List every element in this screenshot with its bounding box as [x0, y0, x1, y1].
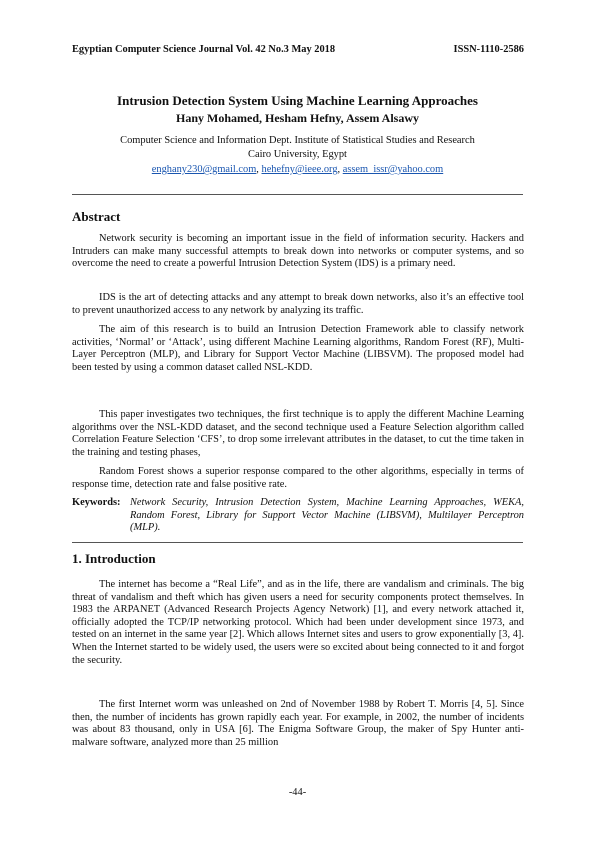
keywords-text: Network Security, Intrusion Detection System, Machine Learning Approaches, WEKA, Random Forest, Library for Support Vector Machine (LIBSVM), Multilayer Perceptron (MLP).	[130, 497, 524, 534]
email-separator-2: ,	[337, 164, 343, 175]
abstract-paragraph-3: The aim of this research is to build an Intrusion Detection Framework able to classify network activities, ‘Normal’ or ‘Attack’, using different Machine Learning algorithms, Random Forest (RF), Multi-Layer Perceptron (MLP), and Library for Support Vector Machine (LIBSVM). The proposed model had been tested by using a common dataset called NSL-KDD.	[72, 324, 524, 373]
affiliation-line-2: Cairo University, Egypt	[248, 149, 347, 160]
abstract-paragraph-5: Random Forest shows a superior response compared to the other algorithms, especially in terms of response time, detection rate and false positive rate.	[72, 466, 524, 490]
introduction-paragraph-1: The internet has become a “Real Life”, and as in the life, there are vandalism and criminals. The big threat of vandalism and theft which has given users a need for security components protect themselves. In 1983 the ARPANET (Advanced Research Projects Agency Network) [1], and every network attached it, officially adopted the TCP/IP networking protocol. Which had been under development since 1973, and tested on an internet in the same year [2]. Which allows Internet sites and users to grow exponentially [3, 4]. When the Internet started to be widely used, the users were so excited about being connected to it and forgot the security.	[72, 579, 524, 666]
introduction-paragraph-2: The first Internet worm was unleashed on 2nd of November 1988 by Robert T. Morris [4, 5]. Since then, the number of incidents has grown rapidly each year. For example, in 2002, the number of incidents was about 83 thousand, only in USA [6]. The Enigma Software Group, the maker of Spy Hunter anti-malware software, analyzed more than 25 million	[72, 699, 524, 748]
abstract-paragraph-4: This paper investigates two techniques, the first technique is to apply the different Machine Learning algorithms over the NSL-KDD dataset, and the second technique used a Feature Selection algorithm called Correlation Feature Selection ‘CFS’, to drop some irrelevant attributes in the dataset, to cut the time taken in the training and testing phases,	[72, 409, 524, 458]
abstract-heading: Abstract	[72, 209, 121, 224]
journal-header: Egyptian Computer Science Journal Vol. 42 No.3 May 2018	[72, 44, 336, 55]
abstract-paragraph-2: IDS is the art of detecting attacks and any attempt to break down networks, also it’s an effective tool to prevent unauthorized access to any network by analyzing its traffic.	[72, 292, 524, 316]
paper-title: Intrusion Detection System Using Machine Learning Approaches	[117, 93, 478, 108]
abstract-paragraph-1: Network security is becoming an important issue in the field of information security. Hackers and Intruders can make many successful attempts to break down into networks or computer systems, and so overcome the need to create a powerful Intrusion Detection System (IDS) is a primary need.	[72, 233, 524, 270]
divider-bottom	[72, 542, 523, 543]
page-number: -44-	[288, 787, 307, 798]
email-link-1[interactable]: enghany230@gmail.com	[151, 164, 257, 175]
keywords-label: Keywords:	[72, 497, 121, 508]
email-separator-1: ,	[256, 164, 262, 175]
divider-top	[72, 194, 523, 195]
affiliation-line-1: Computer Science and Information Dept. Institute of Statistical Studies and Research	[120, 135, 475, 146]
author-list: Hany Mohamed, Hesham Hefny, Assem Alsawy	[175, 111, 419, 125]
introduction-heading: 1. Introduction	[72, 551, 156, 566]
issn-header: ISSN-1110-2586	[453, 44, 524, 55]
author-emails	[0, 164, 595, 175]
keywords-block	[72, 497, 524, 535]
email-link-3[interactable]: assem_issr@yahoo.com	[342, 164, 444, 175]
email-link-2[interactable]: hehefny@ieee.org	[261, 164, 338, 175]
